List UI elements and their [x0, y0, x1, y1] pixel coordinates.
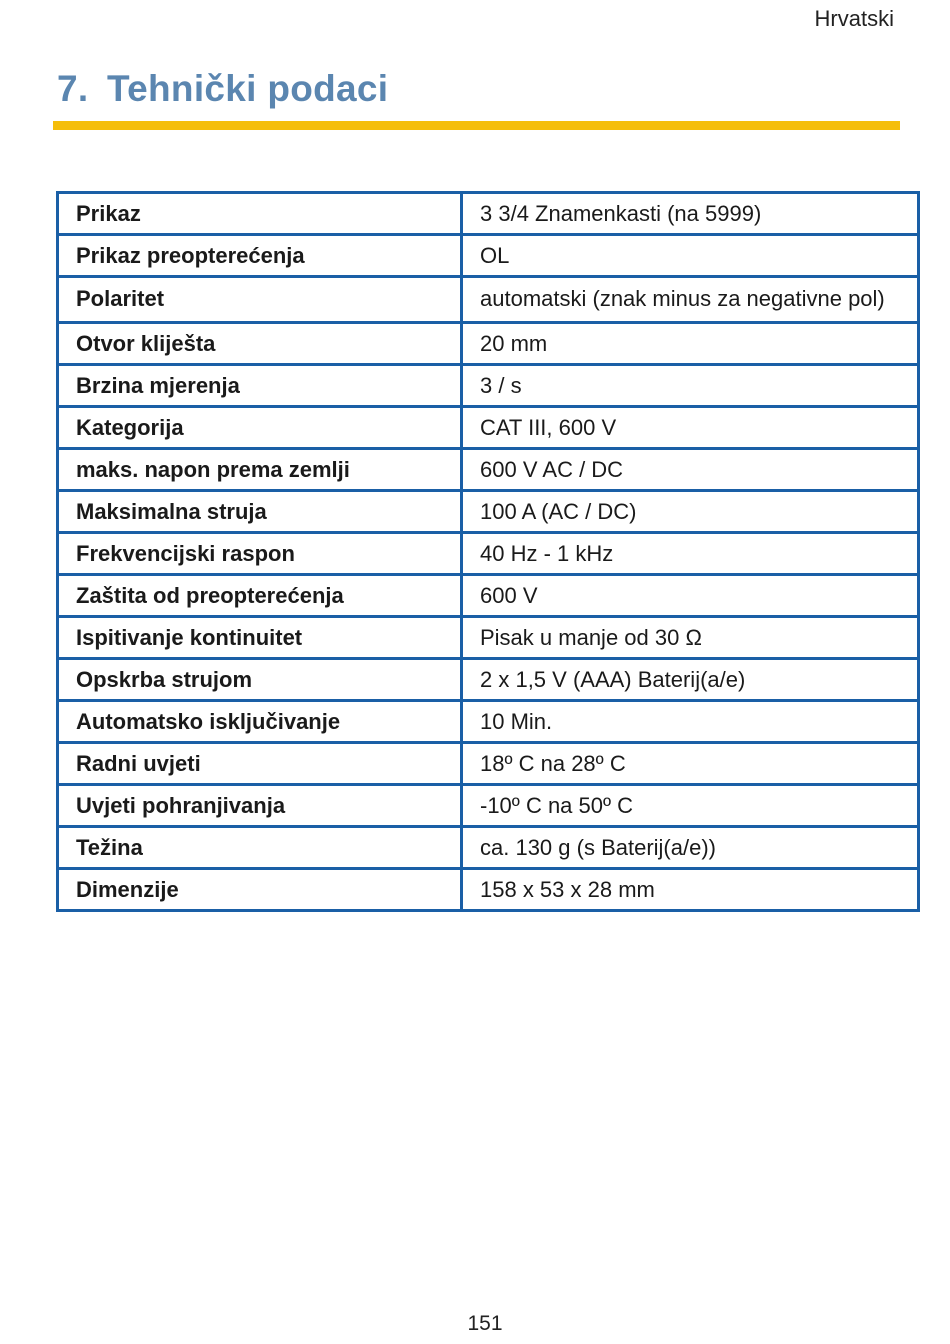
- spec-value: 3 / s: [462, 365, 919, 407]
- table-row: [58, 575, 919, 617]
- table-row: [58, 323, 919, 365]
- spec-label: Prikaz: [58, 193, 462, 235]
- spec-label: maks. napon prema zemlji: [58, 449, 462, 491]
- spec-value: 3 3/4 Znamenkasti (na 5999): [462, 193, 919, 235]
- table-row: [58, 869, 919, 911]
- spec-value: 100 A (AC / DC): [462, 491, 919, 533]
- table-row: [58, 407, 919, 449]
- spec-value: Pisak u manje od 30 Ω: [462, 617, 919, 659]
- page-number: 151: [467, 1312, 503, 1335]
- spec-label: Frekvencijski raspon: [58, 533, 462, 575]
- spec-label: Težina: [58, 827, 462, 869]
- spec-value: 10 Min.: [462, 701, 919, 743]
- spec-label: Radni uvjeti: [58, 743, 462, 785]
- heading-underline: [53, 121, 900, 130]
- spec-label: Otvor kliješta: [58, 323, 462, 365]
- spec-value: 158 x 53 x 28 mm: [462, 869, 919, 911]
- section-number: 7.: [57, 68, 89, 109]
- spec-label: Zaštita od preopterećenja: [58, 575, 462, 617]
- table-row: [58, 449, 919, 491]
- spec-value: ca. 130 g (s Baterij(a/e)): [462, 827, 919, 869]
- spec-value: automatski (znak minus za negativne pol): [462, 277, 919, 323]
- section-title: Tehnički podaci: [107, 68, 389, 109]
- table-row: [58, 617, 919, 659]
- spec-value: -10º C na 50º C: [462, 785, 919, 827]
- spec-label: Ispitivanje kontinuitet: [58, 617, 462, 659]
- spec-value: 20 mm: [462, 323, 919, 365]
- table-row: [58, 235, 919, 277]
- spec-value: 600 V AC / DC: [462, 449, 919, 491]
- table-row: [58, 743, 919, 785]
- spec-label: Prikaz preopterećenja: [58, 235, 462, 277]
- table-row: [58, 659, 919, 701]
- language-label: Hrvatski: [814, 6, 894, 31]
- spec-label: Brzina mjerenja: [58, 365, 462, 407]
- spec-label: Uvjeti pohranjivanja: [58, 785, 462, 827]
- table-row: [58, 193, 919, 235]
- spec-label: Dimenzije: [58, 869, 462, 911]
- spec-label: Automatsko isključivanje: [58, 701, 462, 743]
- table-row: [58, 533, 919, 575]
- table-row: [58, 785, 919, 827]
- spec-label: Maksimalna struja: [58, 491, 462, 533]
- specifications-table: [56, 191, 920, 912]
- table-row: [58, 701, 919, 743]
- spec-label: Opskrba strujom: [58, 659, 462, 701]
- spec-label: Kategorija: [58, 407, 462, 449]
- spec-value: CAT III, 600 V: [462, 407, 919, 449]
- spec-value: 40 Hz - 1 kHz: [462, 533, 919, 575]
- section-heading: [57, 68, 388, 110]
- table-row: [58, 277, 919, 323]
- spec-value: OL: [462, 235, 919, 277]
- spec-value: 2 x 1,5 V (AAA) Baterij(a/e): [462, 659, 919, 701]
- spec-label: Polaritet: [58, 277, 462, 323]
- table-row: [58, 491, 919, 533]
- spec-value: 18º C na 28º C: [462, 743, 919, 785]
- table-row: [58, 827, 919, 869]
- spec-value: 600 V: [462, 575, 919, 617]
- table-row: [58, 365, 919, 407]
